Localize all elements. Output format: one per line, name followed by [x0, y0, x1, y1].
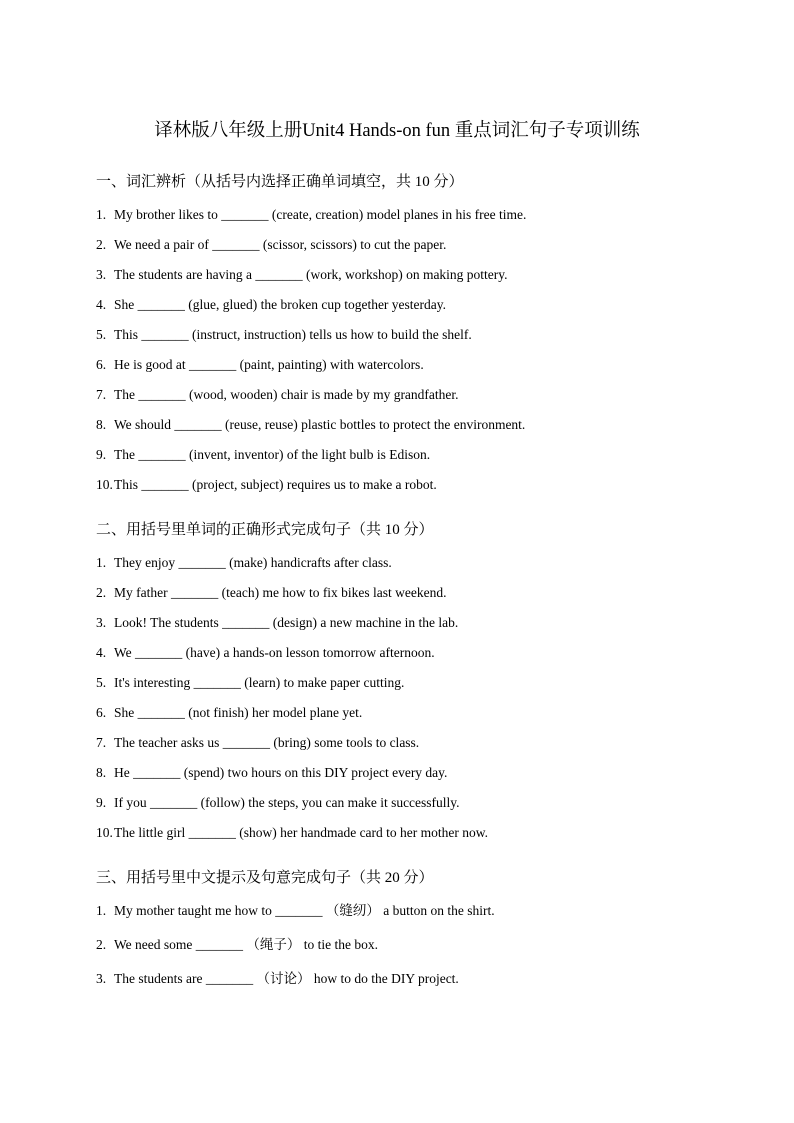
section-word-forms	[96, 518, 736, 843]
question-text: We need a pair of _______ (scissor, scissors) to cut the paper.	[114, 237, 447, 252]
question-text: He is good at _______ (paint, painting) with watercolors.	[114, 357, 424, 372]
question-number: 2.	[96, 937, 107, 952]
question-text: This _______ (instruct, instruction) tells us how to build the shelf.	[114, 327, 472, 342]
question-item	[96, 385, 736, 405]
question-number: 5.	[96, 327, 107, 342]
question-text: The teacher asks us _______ (bring) some tools to class.	[114, 735, 420, 750]
question-number: 3.	[96, 615, 107, 630]
question-text: She _______ (glue, glued) the broken cup together yesterday.	[114, 297, 447, 312]
section-chinese-hints	[96, 866, 736, 989]
section-heading: 三、用括号里中文提示及句意完成句子（共 20 分）	[96, 870, 434, 886]
question-number: 5.	[96, 675, 107, 690]
question-item	[96, 733, 736, 753]
question-text: We need some _______ （绳子） to tie the box.	[114, 937, 378, 952]
page-title: 译林版八年级上册Unit4 Hands-on fun 重点词汇句子专项训练	[154, 121, 640, 141]
question-text: My father _______ (teach) me how to fix bikes last weekend.	[114, 585, 447, 600]
question-number: 3.	[96, 267, 107, 282]
question-number: 1.	[96, 207, 107, 222]
question-number: 10.	[96, 477, 113, 492]
question-text: The _______ (wood, wooden) chair is made by my grandfather.	[114, 387, 459, 402]
question-number: 2.	[96, 237, 107, 252]
question-item	[96, 643, 736, 663]
question-number: 9.	[96, 447, 107, 462]
question-item	[96, 295, 736, 315]
question-item	[96, 703, 736, 723]
question-number: 4.	[96, 297, 107, 312]
section-vocabulary	[96, 170, 736, 495]
question-item	[96, 355, 736, 375]
question-item	[96, 673, 736, 693]
section-heading: 二、用括号里单词的正确形式完成句子（共 10 分）	[96, 522, 434, 538]
question-item	[96, 415, 736, 435]
question-number: 8.	[96, 765, 107, 780]
question-text: We _______ (have) a hands-on lesson tomorrow afternoon.	[114, 645, 435, 660]
question-number: 7.	[96, 387, 107, 402]
question-item	[96, 613, 736, 633]
question-number: 2.	[96, 585, 107, 600]
question-item	[96, 235, 736, 255]
question-item	[96, 901, 736, 921]
question-item	[96, 445, 736, 465]
question-number: 3.	[96, 971, 107, 986]
question-text: She _______ (not finish) her model plane yet.	[114, 705, 363, 720]
question-text: The little girl _______ (show) her handmade card to her mother now.	[114, 825, 489, 840]
question-number: 10.	[96, 825, 113, 840]
question-text: He _______ (spend) two hours on this DIY project every day.	[114, 765, 448, 780]
question-text: The _______ (invent, inventor) of the light bulb is Edison.	[114, 447, 431, 462]
question-number: 4.	[96, 645, 107, 660]
question-item	[96, 823, 736, 843]
question-text: They enjoy _______ (make) handicrafts after class.	[114, 555, 392, 570]
question-item	[96, 935, 736, 955]
question-text: My brother likes to _______ (create, creation) model planes in his free time.	[114, 207, 527, 222]
question-item	[96, 969, 736, 989]
question-number: 8.	[96, 417, 107, 432]
question-text: The students are _______ （讨论） how to do the DIY project.	[114, 971, 459, 986]
section-heading: 一、词汇辨析（从括号内选择正确单词填空，共 10 分）	[96, 174, 464, 190]
question-item	[96, 325, 736, 345]
question-text: If you _______ (follow) the steps, you can make it successfully.	[114, 795, 460, 810]
question-item	[96, 553, 736, 573]
question-text: It's interesting _______ (learn) to make paper cutting.	[114, 675, 405, 690]
question-item	[96, 793, 736, 813]
question-number: 1.	[96, 555, 107, 570]
question-number: 9.	[96, 795, 107, 810]
question-text: The students are having a _______ (work, workshop) on making pottery.	[114, 267, 508, 282]
question-number: 7.	[96, 735, 107, 750]
question-item	[96, 763, 736, 783]
question-number: 6.	[96, 705, 107, 720]
question-number: 1.	[96, 903, 107, 918]
question-item	[96, 205, 736, 225]
question-text: Look! The students _______ (design) a new machine in the lab.	[114, 615, 459, 630]
question-number: 6.	[96, 357, 107, 372]
question-text: We should _______ (reuse, reuse) plastic bottles to protect the environment.	[114, 417, 526, 432]
question-text: My mother taught me how to _______ （缝纫） a button on the shirt.	[114, 903, 495, 918]
question-item	[96, 583, 736, 603]
question-item	[96, 475, 736, 495]
question-text: This _______ (project, subject) requires us to make a robot.	[114, 477, 437, 492]
question-item	[96, 265, 736, 285]
